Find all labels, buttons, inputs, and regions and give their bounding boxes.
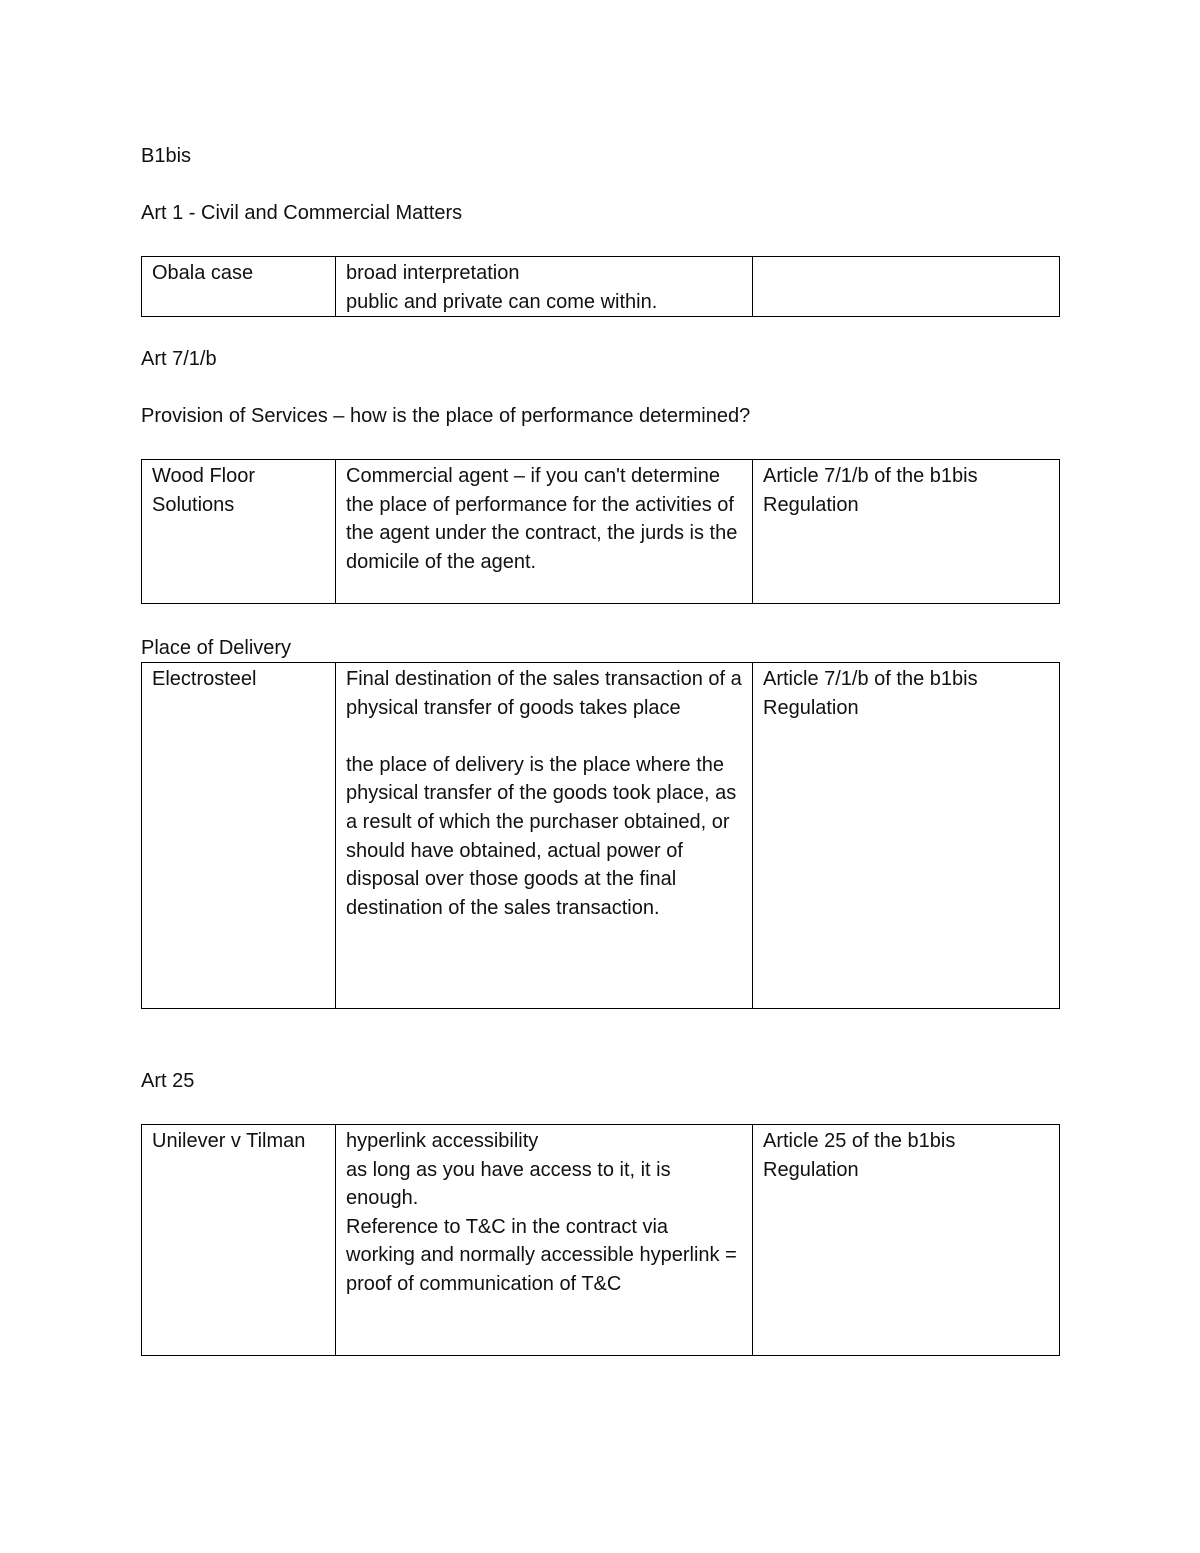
case-note-line: broad interpretation — [346, 262, 520, 284]
case-name-cell: Obala case — [142, 257, 336, 317]
case-notes-cell — [336, 663, 753, 1009]
section-heading-art1: Art 1 - Civil and Commercial Matters — [141, 202, 463, 224]
case-notes-cell — [336, 257, 753, 317]
case-reference-cell — [753, 257, 1060, 317]
document-title: B1bis — [141, 145, 192, 167]
section-heading-art25: Art 25 — [141, 1070, 195, 1092]
case-note-line: public and private can come within. — [346, 290, 658, 313]
case-notes-cell: Commercial agent – if you can't determine the place of performance for the activities of the agent under the contract, the jurds is the domicile of the agent. — [336, 460, 753, 604]
art1-case-table — [141, 256, 1060, 317]
case-name-cell: Electrosteel — [142, 663, 336, 1009]
case-note-line: hyperlink accessibility — [346, 1130, 539, 1152]
art7-services-table — [141, 459, 1060, 604]
services-subheading: Provision of Services – how is the place of performance determined? — [141, 405, 751, 427]
delivery-subheading: Place of Delivery — [141, 637, 292, 659]
case-note-line: Reference to T&C in the contract via working and normally accessible hyperlink = proof of communication of T&C — [346, 1215, 737, 1295]
table-row — [142, 257, 1060, 317]
case-name-cell: Unilever v Tilman — [142, 1125, 336, 1356]
case-name-cell: Wood Floor Solutions — [142, 460, 336, 604]
case-reference-cell: Article 7/1/b of the b1bis Regulation — [753, 460, 1060, 604]
table-row — [142, 663, 1060, 1009]
table-row — [142, 460, 1060, 604]
case-note-line: as long as you have access to it, it is enough. — [346, 1158, 671, 1210]
table-row — [142, 1125, 1060, 1356]
art7-delivery-table — [141, 662, 1060, 1009]
case-note-paragraph: Final destination of the sales transaction of a physical transfer of goods takes place — [346, 668, 742, 719]
case-notes-cell — [336, 1125, 753, 1356]
art25-case-table — [141, 1124, 1060, 1356]
case-reference-cell: Article 25 of the b1bis Regulation — [753, 1125, 1060, 1356]
case-note-paragraph: the place of delivery is the place where the physical transfer of the goods took place, as a result of which the purchaser obtained, or should have obtained, actual power of disposal over those goods at the final destination of the sales transaction. — [346, 753, 737, 919]
case-reference-cell: Article 7/1/b of the b1bis Regulation — [753, 663, 1060, 1009]
section-heading-art7: Art 7/1/b — [141, 348, 217, 370]
